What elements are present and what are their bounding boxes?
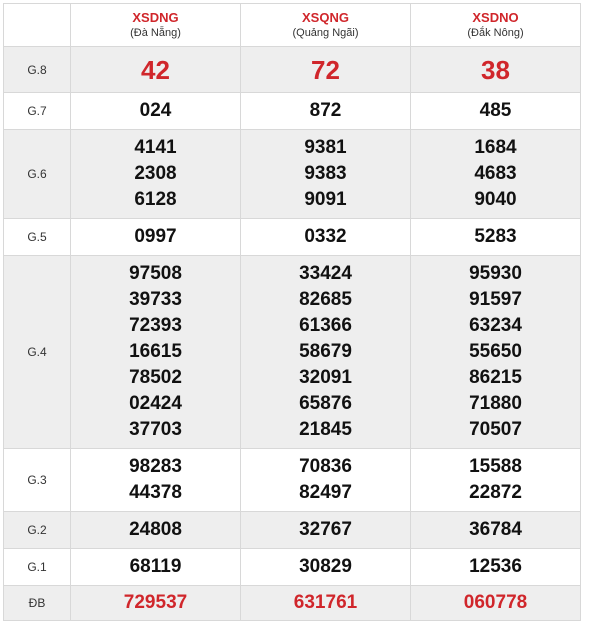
prize-number: 82685 [299, 289, 352, 310]
prize-number: 86215 [469, 367, 522, 388]
prize-cell [411, 47, 581, 93]
prize-cell [241, 256, 411, 449]
prize-number: 55650 [469, 341, 522, 362]
prize-number: 44378 [129, 482, 182, 503]
prize-number: 02424 [129, 393, 182, 414]
prize-cell [411, 549, 581, 586]
prize-row-g4 [4, 256, 581, 449]
prize-number: 71880 [469, 393, 522, 414]
prize-cell [71, 93, 241, 130]
prize-label: G.4 [4, 256, 71, 449]
prize-number: 65876 [299, 393, 352, 414]
prize-cell [241, 449, 411, 512]
prize-row-g6 [4, 130, 581, 219]
prize-number: 15588 [469, 456, 522, 477]
prize-cell [241, 512, 411, 549]
province-name: (Đắk Nông) [467, 27, 524, 39]
prize-number: 4683 [474, 163, 517, 184]
prize-number: 32767 [299, 519, 352, 540]
prize-number: 12536 [469, 556, 522, 577]
prize-label: G.2 [4, 512, 71, 549]
prize-number: 38 [481, 54, 510, 85]
prize-number: 4141 [134, 137, 177, 158]
prize-number: 72 [311, 54, 340, 85]
prize-number: 36784 [469, 519, 522, 540]
prize-number: 0997 [134, 226, 177, 247]
prize-number: 33424 [299, 263, 352, 284]
prize-cell [71, 256, 241, 449]
prize-number: 91597 [469, 289, 522, 310]
prize-number: 872 [309, 100, 342, 121]
prize-number: 32091 [299, 367, 352, 388]
prize-label: G.5 [4, 219, 71, 256]
prize-cell [71, 130, 241, 219]
prize-number: 485 [479, 100, 512, 121]
prize-number: 5283 [474, 226, 517, 247]
prize-number: 78502 [129, 367, 182, 388]
prize-cell [411, 512, 581, 549]
prize-number: 58679 [299, 341, 352, 362]
prize-cell [411, 93, 581, 130]
province-header-danang[interactable] [71, 4, 241, 47]
prize-cell [241, 219, 411, 256]
prize-number: 63234 [469, 315, 522, 336]
corner-cell [4, 4, 71, 47]
province-header-daknong[interactable] [411, 4, 581, 47]
prize-number: 9091 [304, 189, 347, 210]
prize-cell [241, 549, 411, 586]
prize-number: 1684 [474, 137, 517, 158]
prize-row-g8 [4, 47, 581, 93]
lottery-results-table [3, 3, 581, 621]
province-name: (Đà Nẵng) [130, 27, 181, 39]
prize-cell [71, 47, 241, 93]
prize-number: 6128 [134, 189, 177, 210]
prize-label: ĐB [4, 586, 71, 621]
prize-number: 95930 [469, 263, 522, 284]
province-code[interactable]: XSDNO [472, 10, 519, 25]
prize-number: 37703 [129, 419, 182, 440]
prize-cell [241, 586, 411, 621]
special-prize-number: 060778 [463, 592, 528, 613]
prize-number: 2308 [134, 163, 177, 184]
prize-cell [411, 256, 581, 449]
prize-number: 70507 [469, 419, 522, 440]
prize-number: 24808 [129, 519, 182, 540]
prize-number: 9383 [304, 163, 347, 184]
prize-cell [241, 130, 411, 219]
prize-number: 21845 [299, 419, 352, 440]
prize-label: G.6 [4, 130, 71, 219]
special-prize-number: 631761 [293, 592, 358, 613]
province-header-quangngai[interactable] [241, 4, 411, 47]
prize-cell [241, 47, 411, 93]
prize-number: 42 [141, 54, 170, 85]
prize-number: 024 [139, 100, 172, 121]
prize-number: 70836 [299, 456, 352, 477]
special-prize-number: 729537 [123, 592, 188, 613]
prize-cell [411, 449, 581, 512]
prize-label: G.7 [4, 93, 71, 130]
prize-row-g7 [4, 93, 581, 130]
province-name: (Quảng Ngãi) [292, 27, 359, 39]
prize-cell [71, 449, 241, 512]
province-code[interactable]: XSQNG [302, 10, 349, 25]
prize-label: G.3 [4, 449, 71, 512]
prize-row-g1 [4, 549, 581, 586]
prize-number: 9040 [474, 189, 517, 210]
prize-cell [411, 586, 581, 621]
prize-row-g2 [4, 512, 581, 549]
header-row [4, 4, 581, 47]
prize-cell [241, 93, 411, 130]
prize-label: G.8 [4, 47, 71, 93]
prize-row-g5 [4, 219, 581, 256]
prize-number: 9381 [304, 137, 347, 158]
prize-number: 61366 [299, 315, 352, 336]
prize-number: 16615 [129, 341, 182, 362]
prize-number: 39733 [129, 289, 182, 310]
prize-number: 72393 [129, 315, 182, 336]
prize-cell [71, 512, 241, 549]
prize-label: G.1 [4, 549, 71, 586]
prize-cell [411, 130, 581, 219]
prize-cell [71, 549, 241, 586]
prize-number: 0332 [304, 226, 347, 247]
prize-cell [71, 219, 241, 256]
prize-number: 98283 [129, 456, 182, 477]
prize-number: 68119 [129, 556, 182, 577]
prize-number: 22872 [469, 482, 522, 503]
prize-row-g3 [4, 449, 581, 512]
prize-cell [411, 219, 581, 256]
prize-cell [71, 586, 241, 621]
prize-row-special [4, 586, 581, 621]
prize-number: 30829 [299, 556, 352, 577]
prize-number: 97508 [129, 263, 182, 284]
province-code[interactable]: XSDNG [132, 10, 179, 25]
prize-number: 82497 [299, 482, 352, 503]
